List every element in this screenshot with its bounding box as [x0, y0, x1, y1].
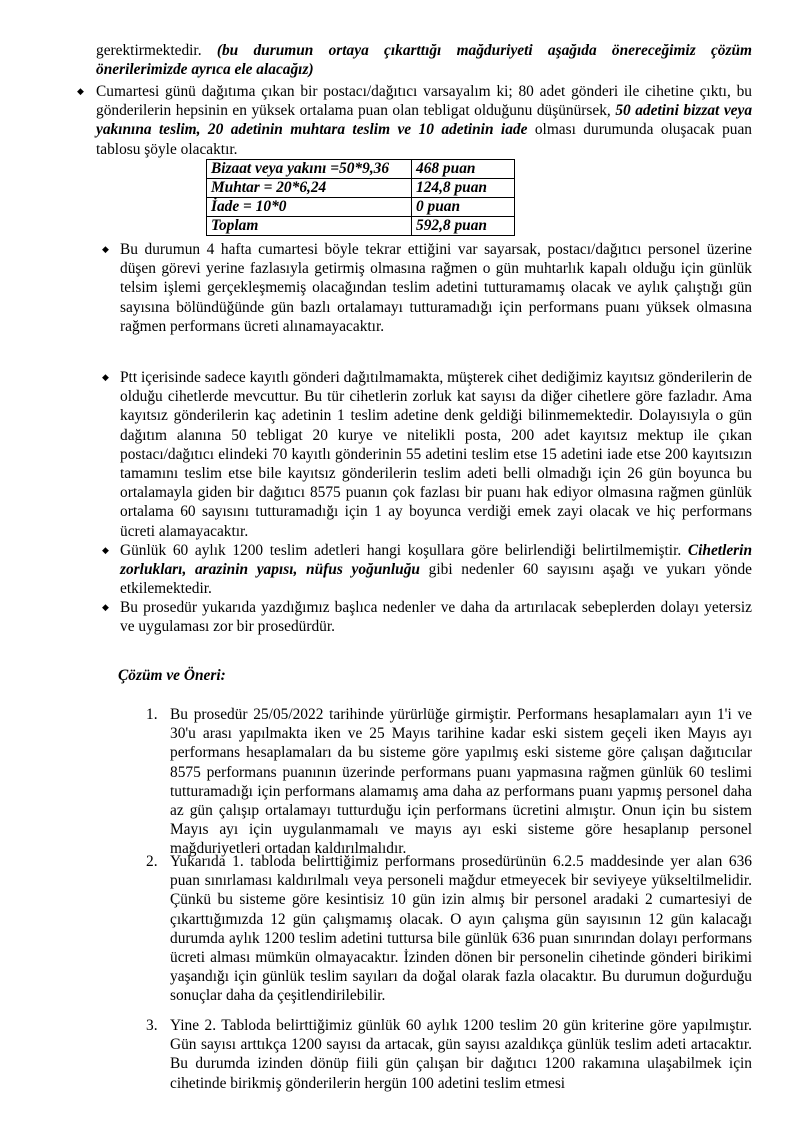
table-row	[207, 160, 515, 179]
bullet-icon: ◆	[102, 545, 109, 555]
section-heading: Çözüm ve Öneri:	[118, 667, 226, 684]
list-item: Bu prosedür 25/05/2022 tarihinde yürürlüğe girmiştir. Performans hesaplamaları ayın 1'i ve 30'u arası yapılmakta iken ve 25 Mayıs tarihine kadar eski sistem geçeli iken Mayıs ayı performans hesaplamaları da bu sisteme göre yapılmış eski sisteme göre çalışan dağıtıcılar 8575 performans puanının üzerinde performans puanı yapmasına rağmen günlük 60 teslimi tutturamadığı için performans alamamış ama daha az performans puanı yapmış personel daha az gün çalışıp ortalamayı tutturduğu için performans ücretini almıştır. Onun için bu sistem Mayıs ayı için uygulanmamalı ve mayıs ayı eski sisteme göre hesaplanıp personel mağduriyetleri ortadan kaldırılmalıdır.	[170, 706, 752, 858]
table-cell-value: 468 puan	[412, 160, 515, 179]
table-row	[207, 198, 515, 217]
table-cell-label: Muhtar = 20*6,24	[207, 179, 412, 198]
paragraph-text: olması durumunda oluşacak puan tablosu şöyle olacaktır.	[96, 121, 752, 158]
paragraph-emphasis: (bu durumun ortaya çıkarttığı mağduriyeti aşağıda önereceğimiz çözüm önerilerimizde ayrıca ele alacağız)	[96, 42, 752, 79]
bullet-paragraph-procedure: Bu prosedür yukarıda yazdığımız başlıca nedenler ve daha da artırılacak sebeplerden dolayı yetersiz ve uygulaması zor bir prosedürdür.	[120, 599, 752, 636]
list-item: Yine 2. Tabloda belirttiğimiz günlük 60 aylık 1200 teslim 20 gün kriterine göre yapılmıştır. Gün sayısı arttıkça 1200 sayısı da artacak, gün sayısı azaldıkça günlük teslim adeti artacaktır. Bu durumda izinden dönüp fiili gün çalışan bir dağıtıcı 1200 rakamına ulaşabilmek için cihetinde birikmiş gönderilerin hergün 100 adetini teslim etmesi	[170, 1017, 752, 1092]
table-cell-value: 0 puan	[412, 198, 515, 217]
table-cell-value: 124,8 puan	[412, 179, 515, 198]
paragraph-text: gerektirmektedir.	[96, 42, 217, 59]
bullet-icon: ◆	[102, 244, 109, 254]
paragraph-text: Cumartesi günü dağıtıma çıkan bir postacı/dağıtıcı varsayalım ki; 80 adet gönderi ile cihetine çıktı, bu gönderilerin hepsinin en yüksek ortalama puan olan tebligat olduğunu düşünürsek,	[96, 83, 752, 120]
table-cell-label: Toplam	[207, 217, 412, 236]
table-cell-label: Bizaat veya yakını =50*9,36	[207, 160, 412, 179]
bullet-paragraph-saturday	[96, 82, 752, 159]
table-cell-label: İade = 10*0	[207, 198, 412, 217]
bullet-icon: ◆	[102, 602, 109, 612]
list-number: 1.	[146, 706, 158, 723]
bullet-paragraph-four-weeks: Bu durumun 4 hafta cumartesi böyle tekrar ettiğini var sayarsak, postacı/dağıtıcı personel üzerine düşen görevi yerine fazlasıyla getirmiş olmasına rağmen o gün muhtarlık kapalı olduğu için günlük telsim işlemi gerçekleşmemiş olacağından teslim adetini tutturamamış olacak ve aylık çalıştığı gün sayısına bölündüğünde gün bazlı ortalamayı tutturamadığı için performans puanı yüksek olmasına rağmen performans ücreti alınamayacaktır.	[120, 241, 752, 335]
paragraph-emphasis: Cihetlerin zorlukları, arazinin yapısı, nüfus yoğunluğu	[120, 542, 752, 579]
paragraph-text: Günlük 60 aylık 1200 teslim adetleri hangi koşullara göre belirlendiği belirtilmemiştir.	[120, 542, 688, 559]
table-cell-value: 592,8 puan	[412, 217, 515, 236]
list-item: Yukarıda 1. tabloda belirttiğimiz performans prosedürünün 6.2.5 maddesinde yer alan 636 puan sınırlaması kaldırılmalı veya personeli mağdur etmeyecek bir seviyeye yükseltilmelidir. Çünkü bu sisteme göre kesintisiz 10 gün izin almış bir personel aradaki 2 cumartesiyi de çıkarttığımızda 12 gün çalışmamış olacak. O ayın çalışma gün sayısının 12 gün kalacağı durumda aylık 1200 teslim adetini tuttursa bile günlük 636 puan sınırından dolayı performans ücreti alması mümkün olmayacaktır. İzinden dönen bir personelin cihetinde gönderi birikimi yaşandığı için günlük teslim sayıları da doğal olarak fazla olacaktır. Bu durumun doğurduğu sonuçlar daha da çeşitlendirilebilir.	[170, 853, 752, 1005]
table-row	[207, 179, 515, 198]
paragraph-emphasis: 50 adetini bizzat veya yakınına teslim, 20 adetinin muhtara teslim ve 10 adetinin iade	[96, 102, 753, 139]
paragraph-text: gibi nedenler 60 sayısını aşağı ve yukarı yönde etkilemektedir.	[120, 561, 752, 598]
table-row	[207, 217, 515, 236]
bullet-icon: ◆	[102, 372, 109, 382]
points-table	[206, 159, 515, 236]
bullet-icon: ◆	[77, 86, 84, 96]
paragraph-continuation	[96, 41, 752, 79]
list-number: 2.	[146, 853, 158, 870]
list-number: 3.	[146, 1017, 158, 1034]
bullet-paragraph-unregistered: Ptt içerisinde sadece kayıtlı gönderi dağıtılmamakta, müşterek cihet dediğimiz kayıtsız gönderilerin de olduğu cihetlerde mevcuttur. Bu tür cihetlerin zorluk kat sayısı da diğer cihetlere göre fazladır. Ama kayıtsız gönderilerin kaç adetinin 1 teslim adetine denk geldiği bilinmemektedir. Dolayısıyla o gün dağıtım alanına 50 tebligat 20 kurye ve nitelikli posta, 200 adet kayıtsız mektup ile çıkan postacı/dağıtıcı elindeki 70 kayıtlı gönderinin 55 adetini teslim etse 15 adetini iade etse 200 kayıtsızın tamamını teslim etse bile kayıtsız gönderilerin teslim adeti belli olmadığı için 26 gün boyunca bu ortalamayla giden bir dağıtıcı 8575 puanın çok fazlası bir puanı hak ediyor olmasına rağmen günlük ortalama 60 sayısını tutturamadığı için 1 ay boyunca verdiği emek zayi olacak ve hiç performans ücreti alamayacaktır.	[120, 369, 752, 540]
bullet-paragraph-daily-60	[120, 541, 752, 599]
